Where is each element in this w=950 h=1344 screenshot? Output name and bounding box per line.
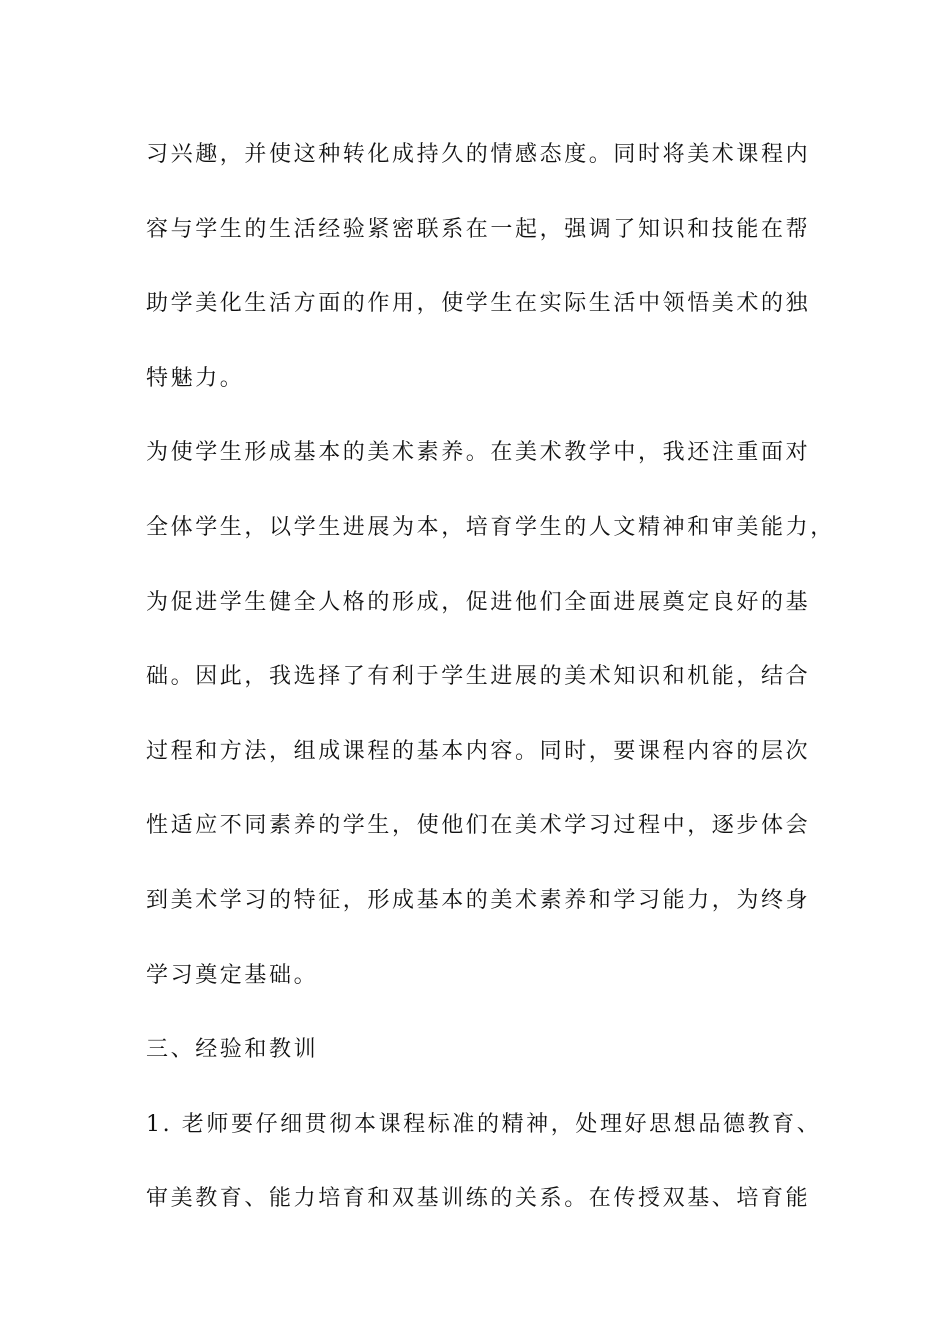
text-line: 础。因此，我选择了有利于学生进展的美术知识和机能，结合 [146, 664, 811, 690]
text-line: 为使学生形成基本的美术素养。在美术教学中，我还注重面对 [146, 440, 811, 466]
text-line: 性适应不同素养的学生，使他们在美术学习过程中，逐步体会 [146, 813, 811, 839]
text-line: 学习奠定基础。 [146, 962, 319, 988]
text-line: 特魅力。 [146, 365, 245, 391]
text-line: 全体学生，以学生进展为本，培育学生的人文精神和审美能力， [146, 514, 835, 540]
text-line: 过程和方法，组成课程的基本内容。同时，要课程内容的层次 [146, 738, 811, 764]
body-text [146, 133, 835, 1252]
text-line: 容与学生的生活经验紧密联系在一起，强调了知识和技能在帮 [146, 216, 811, 242]
text-line: 1. 老师要仔细贯彻本课程标准的精神，处理好思想品德教育、 [146, 1111, 822, 1137]
text-line: 助学美化生活方面的作用，使学生在实际生活中领悟美术的独 [146, 291, 811, 317]
text-line: 习兴趣，并使这种转化成持久的情感态度。同时将美术课程内 [146, 142, 811, 167]
text-line: 为促进学生健全人格的形成，促进他们全面进展奠定良好的基 [146, 589, 811, 615]
section-heading: 三、经验和教训 [146, 1037, 319, 1063]
text-line: 到美术学习的特征，形成基本的美术素养和学习能力，为终身 [146, 887, 811, 913]
text-line: 审美教育、能力培育和双基训练的关系。在传授双基、培育能 [146, 1186, 811, 1212]
